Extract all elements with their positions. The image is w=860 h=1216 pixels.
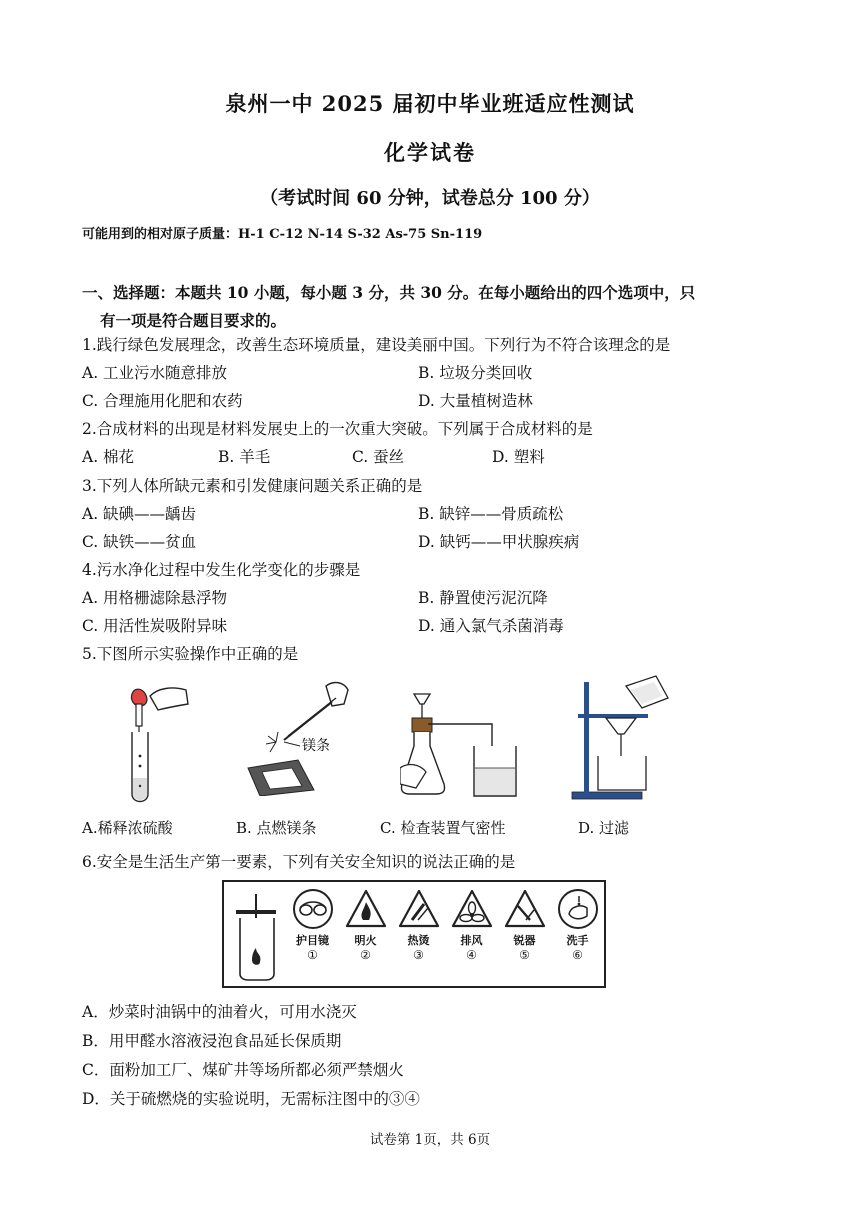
icon-label: 锐器 bbox=[513, 934, 536, 947]
fan-icon bbox=[451, 888, 493, 930]
q4-option-c: C. 用活性炭吸附异味 bbox=[82, 617, 228, 635]
sharp-object-icon bbox=[504, 888, 546, 930]
icon-num: ⑥ bbox=[572, 948, 583, 962]
q6-option-a: A．炒菜时油锅中的油着火，可用水浇灭 bbox=[82, 1003, 357, 1021]
sulfur-burning-bottle-icon bbox=[230, 888, 290, 982]
q6-option-b: B．用甲醛水溶液浸泡食品延长保质期 bbox=[82, 1032, 342, 1050]
section-heading-line1: 一、选择题：本题共 10 小题，每小题 3 分，共 30 分。在每小题给出的四个选项中，只 bbox=[82, 283, 696, 302]
icon-wash-hands bbox=[557, 888, 599, 984]
q3-option-c: C. 缺铁——贫血 bbox=[82, 533, 197, 551]
q4-stem: 4.污水净化过程中发生化学变化的步骤是 bbox=[82, 561, 361, 579]
q6-option-c: C．面粉加工厂、煤矿井等场所都必须严禁烟火 bbox=[82, 1061, 404, 1079]
q2-option-c: C. 蚕丝 bbox=[352, 448, 405, 466]
icon-label: 洗手 bbox=[566, 934, 589, 947]
hot-surface-icon bbox=[398, 888, 440, 930]
icon-goggles bbox=[292, 888, 334, 984]
icon-num: ① bbox=[307, 948, 318, 962]
icon-num: ⑤ bbox=[519, 948, 530, 962]
q4-option-b: B. 静置使污泥沉降 bbox=[418, 589, 548, 607]
icon-label: 热烫 bbox=[407, 934, 430, 947]
icon-label: 排风 bbox=[460, 934, 483, 947]
q1-option-a: A. 工业污水随意排放 bbox=[82, 364, 228, 382]
q4-option-d: D. 通入氯气杀菌消毒 bbox=[418, 617, 564, 635]
airtight-check-figure bbox=[400, 684, 530, 804]
exam-info: （考试时间 60 分钟，试卷总分 100 分） bbox=[260, 188, 600, 209]
q6-option-d: D．关于硫燃烧的实验说明，无需标注图中的③④ bbox=[82, 1090, 420, 1108]
burn-magnesium-figure bbox=[240, 676, 360, 796]
q2-stem: 2.合成材料的出现是材料发展史上的一次重大突破。下列属于合成材料的是 bbox=[82, 420, 593, 438]
q6-stem: 6.安全是生活生产第一要素，下列有关安全知识的说法正确的是 bbox=[82, 853, 516, 871]
q3-stem: 3.下列人体所缺元素和引发健康问题关系正确的是 bbox=[82, 477, 423, 495]
icon-label: 明火 bbox=[354, 934, 377, 947]
q2-option-b: B. 羊毛 bbox=[218, 448, 271, 466]
page-footer: 试卷第 1页，共 6页 bbox=[369, 1132, 491, 1148]
q1-option-b: B. 垃圾分类回收 bbox=[418, 364, 533, 382]
icon-num: ③ bbox=[413, 948, 424, 962]
q1-option-c: C. 合理施用化肥和农药 bbox=[82, 392, 243, 410]
q3-option-a: A. 缺碘——龋齿 bbox=[82, 505, 197, 523]
dilute-acid-figure bbox=[110, 682, 200, 812]
goggles-icon bbox=[292, 888, 334, 930]
q4-option-a: A. 用格栅滤除悬浮物 bbox=[82, 589, 228, 607]
mg-label: 镁条 bbox=[302, 738, 330, 754]
flame-icon bbox=[345, 888, 387, 930]
q5-option-a: A.稀释浓硫酸 bbox=[82, 819, 173, 837]
icon-hot bbox=[398, 888, 440, 984]
hand-wash-icon bbox=[557, 888, 599, 930]
q2-option-d: D. 塑料 bbox=[492, 448, 545, 466]
icon-ventilation bbox=[451, 888, 493, 984]
q5-option-c: C. 检查装置气密性 bbox=[380, 819, 506, 837]
section-heading-line2: 有一项是符合题目要求的。 bbox=[100, 311, 287, 330]
q1-stem: 1.践行绿色发展理念，改善生态环境质量，建设美丽中国。下列行为不符合该理念的是 bbox=[82, 336, 671, 354]
section-heading bbox=[82, 279, 782, 335]
filtration-figure bbox=[570, 672, 680, 802]
q5-option-b: B. 点燃镁条 bbox=[236, 819, 317, 837]
q3-option-b: B. 缺锌——骨质疏松 bbox=[418, 505, 564, 523]
icon-label: 护目镜 bbox=[296, 934, 329, 947]
icon-num: ② bbox=[360, 948, 371, 962]
atomic-masses: 可能用到的相对原子质量：H-1 C-12 N-14 S-32 As-75 Sn-119 bbox=[82, 227, 483, 242]
q1-option-d: D. 大量植树造林 bbox=[418, 392, 533, 410]
q2-option-a: A. 棉花 bbox=[82, 448, 135, 466]
q5-stem: 5.下图所示实验操作中正确的是 bbox=[82, 645, 299, 663]
safety-icons-panel bbox=[222, 880, 606, 988]
icon-open-flame bbox=[345, 888, 387, 984]
q5-option-d: D. 过滤 bbox=[578, 819, 630, 837]
icon-sharp bbox=[504, 888, 546, 984]
exam-title: 泉州一中 2025 届初中毕业班适应性测试 bbox=[225, 91, 635, 116]
safety-icon-row bbox=[286, 888, 604, 984]
icon-num: ④ bbox=[466, 948, 477, 962]
subject-title: 化学试卷 bbox=[384, 140, 476, 165]
q3-option-d: D. 缺钙——甲状腺疾病 bbox=[418, 533, 580, 551]
